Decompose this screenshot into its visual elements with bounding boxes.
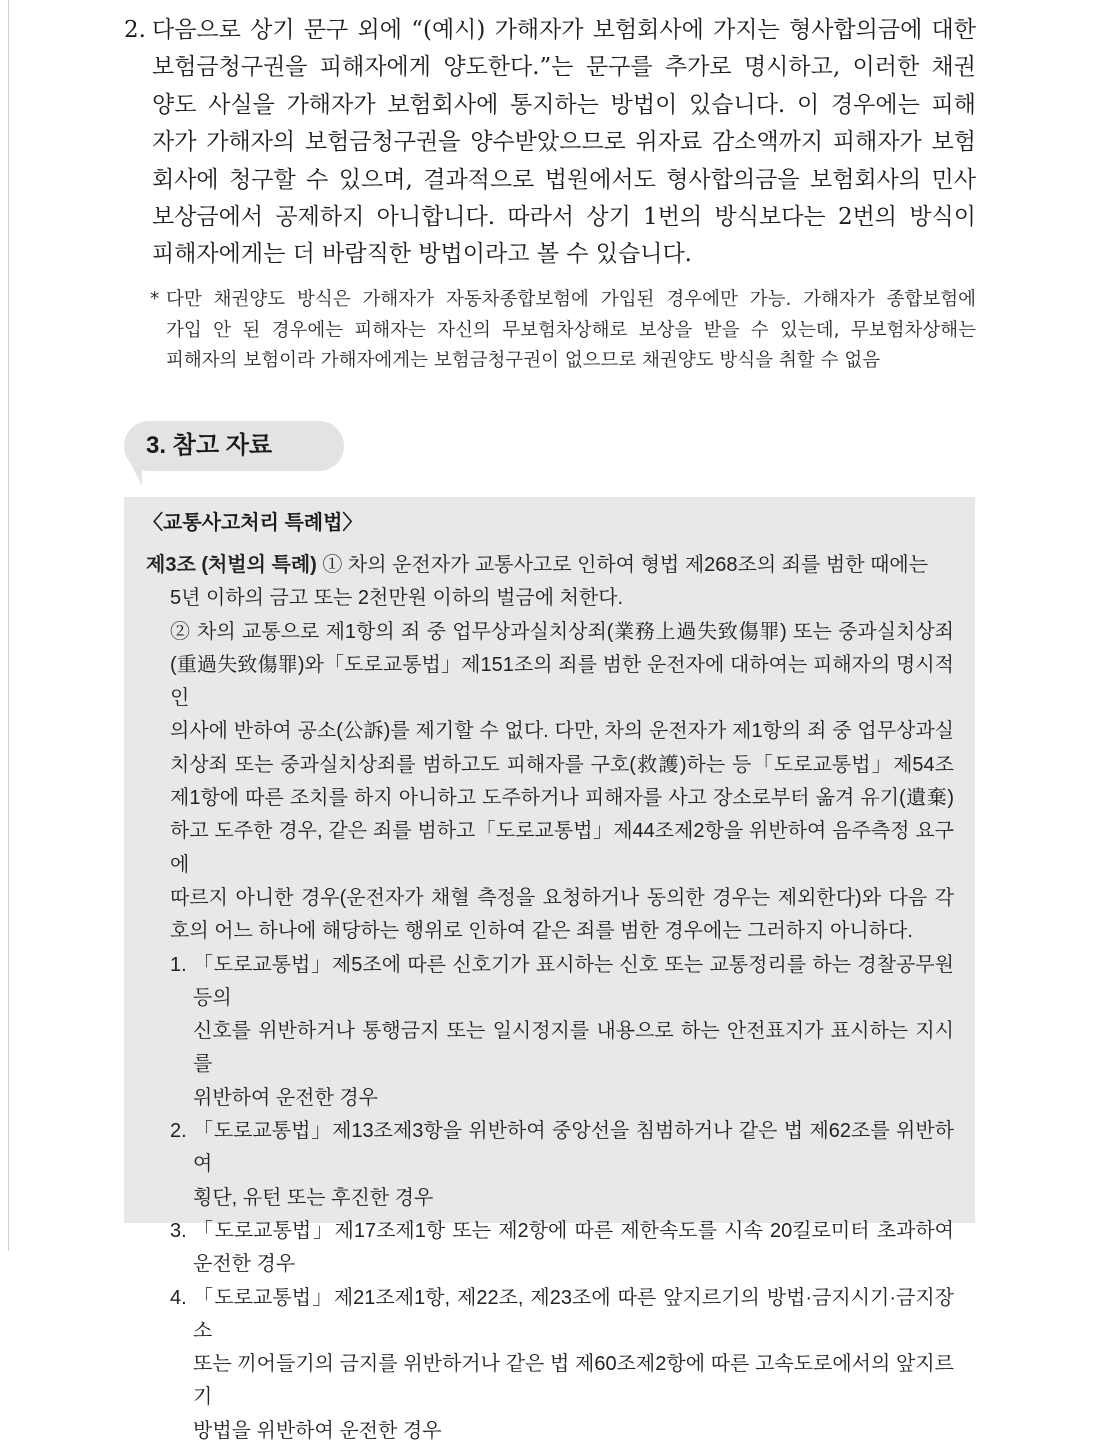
- section-title: 3. 참고 자료: [146, 432, 273, 459]
- list-item-line: 「도로교통법」제5조에 따른 신호기가 표시하는 신호 또는 교통정리를 하는 경찰공무원등의: [193, 953, 954, 1009]
- paragraph-2-line: ② 차의 교통으로 제1항의 죄 중 업무상과실치상죄(業務上過失致傷罪) 또는 중과실치상죄: [170, 620, 954, 643]
- paragraph-2-line: 하고 도주한 경우, 같은 죄를 범하고「도로교통법」제44조제2항을 위반하여 음주측정 요구에: [170, 820, 954, 876]
- item-2-paragraph: [124, 12, 976, 274]
- item-2-line: 회사에 청구할 수 있으며, 결과적으로 법원에서도 형사합의금을 보험회사의 민사: [152, 166, 976, 193]
- list-item-line: 횡단, 유턴 또는 후진한 경우: [193, 1186, 434, 1209]
- law-article-text: [146, 549, 954, 1448]
- list-item-line: 「도로교통법」제13조제3항을 위반하여 중앙선을 침범하거나 같은 법 제62조를 위반하여: [193, 1120, 954, 1176]
- list-item-number: 2.: [170, 1120, 187, 1143]
- list-item-4: [170, 1282, 954, 1448]
- item-2-line: 보험금청구권을 피해자에게 양도한다.”는 문구를 추가로 명시하고, 이러한 채권: [152, 54, 976, 81]
- paragraph-2-line: 치상죄 또는 중과실치상죄를 범하고도 피해자를 구호(救護)하는 등「도로교통법」제54조: [170, 753, 954, 776]
- list-item-line: 위반하여 운전한 경우: [193, 1086, 378, 1109]
- item-2-number: 2.: [124, 17, 146, 43]
- list-item-number: 4.: [170, 1286, 187, 1309]
- item-2-line: 양도 사실을 가해자가 보험회사에 통지하는 방법이 있습니다. 이 경우에는 피해: [152, 91, 976, 118]
- footnote-line: 가입 안 된 경우에는 피해자는 자신의 무보험차상해로 보상을 받을 수 있는데, 무보험차상해는: [166, 319, 976, 341]
- list-item-number: 3.: [170, 1219, 187, 1242]
- item-2-line: 피해자에게는 더 바람직한 방법이라고 볼 수 있습니다.: [152, 241, 692, 268]
- item-2-line: 다음으로 상기 문구 외에 “(예시) 가해자가 보험회사에 가지는 형사합의금에 대한: [152, 17, 976, 43]
- footnote-line: 다만 채권양도 방식은 가해자가 자동차종합보험에 가입된 경우에만 가능. 가해자가 종합보험에: [166, 289, 976, 310]
- list-item-3: [170, 1215, 954, 1282]
- list-item-line: 「도로교통법」제21조제1항, 제22조, 제23조에 따른 앞지르기의 방법·금지시기·금지장소: [193, 1286, 954, 1342]
- footnote-asterisk: *: [150, 289, 160, 310]
- list-item-number: 1.: [170, 953, 187, 976]
- footnote: [150, 285, 976, 377]
- section-heading-tail: [128, 458, 142, 486]
- paragraph-2-line: 의사에 반하여 공소(公訴)를 제기할 수 없다. 다만, 차의 운전자가 제1항의 죄 중 업무상과실: [170, 720, 954, 743]
- article-heading: 제3조 (처벌의 특례): [146, 554, 317, 576]
- paragraph-1-text: ① 차의 운전자가 교통사고로 인하여 형법 제268조의 죄를 범한 때에는: [316, 554, 929, 576]
- paragraph-2-line: 호의 어느 하나에 해당하는 행위로 인하여 같은 죄를 범한 경우에는 그러하지 아니하다.: [170, 920, 913, 943]
- list-item-line: 방법을 위반하여 운전한 경우: [193, 1419, 442, 1442]
- paragraph-2-line: 따르지 아니한 경우(운전자가 채혈 측정을 요청하거나 동의한 경우는 제외한다)와 다음 각: [170, 886, 954, 909]
- list-item-2: [170, 1115, 954, 1215]
- footnote-line: 피해자의 보험이라 가해자에게는 보험금청구권이 없으므로 채권양도 방식을 취할 수 없음: [166, 350, 881, 371]
- paragraph-2-line: (重過失致傷罪)와「도로교통법」제151조의 죄를 범한 운전자에 대하여는 피해자의 명시적인: [170, 653, 954, 710]
- list-item-1: [170, 949, 954, 1115]
- item-2-line: 보상금에서 공제하지 아니합니다. 따라서 상기 1번의 방식보다는 2번의 방식이: [152, 204, 976, 231]
- paragraph-1-continuation: 5년 이하의 금고 또는 2천만원 이하의 벌금에 처한다.: [170, 587, 624, 610]
- list-item-line: 신호를 위반하거나 통행금지 또는 일시정지를 내용으로 하는 안전표지가 표시하는 지시를: [193, 1020, 954, 1076]
- list-item-line: 또는 끼어들기의 금지를 위반하거나 같은 법 제60조제2항에 따른 고속도로에서의 앞지르기: [193, 1353, 954, 1409]
- list-item-line: 「도로교통법」제17조제1항 또는 제2항에 따른 제한속도를 시속 20킬로미터 초과하여: [193, 1219, 954, 1242]
- paragraph-2-line: 제1항에 따른 조치를 하지 아니하고 도주하거나 피해자를 사고 장소로부터 옮겨 유기(遺棄): [170, 787, 954, 810]
- item-2-line: 자가 가해자의 보험금청구권을 양수받았으므로 위자료 감소액까지 피해자가 보험: [152, 129, 976, 156]
- page-left-rule: [8, 0, 9, 1251]
- law-title: 〈교통사고처리 특례법〉: [143, 512, 363, 534]
- list-item-line: 운전한 경우: [193, 1253, 296, 1276]
